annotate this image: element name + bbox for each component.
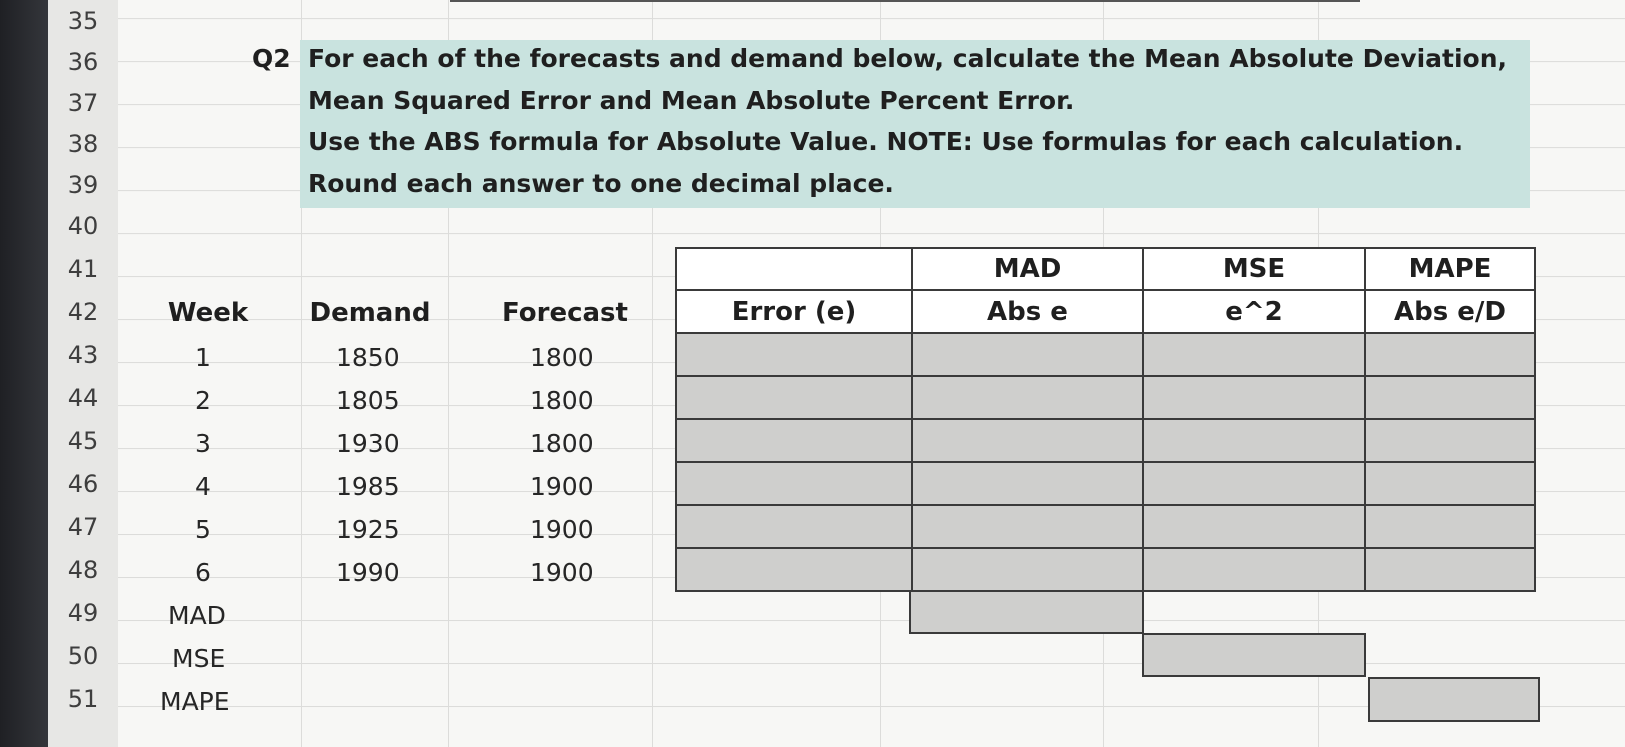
answer-cell-abs-e[interactable] bbox=[911, 504, 1144, 549]
monitor-bezel bbox=[0, 0, 48, 747]
answer-cell-abs-e[interactable] bbox=[911, 547, 1144, 592]
forecast-cell[interactable]: 1900 bbox=[530, 558, 594, 587]
demand-cell[interactable]: 1985 bbox=[336, 472, 400, 501]
row-header-44[interactable]: 44 bbox=[67, 384, 99, 412]
row-header-46[interactable]: 46 bbox=[67, 470, 99, 498]
row-header-48[interactable]: 48 bbox=[67, 556, 99, 584]
demand-cell[interactable]: 1850 bbox=[336, 343, 400, 372]
week-cell[interactable]: 1 bbox=[195, 343, 211, 372]
week-cell[interactable]: 3 bbox=[195, 429, 211, 458]
demand-cell[interactable]: 1930 bbox=[336, 429, 400, 458]
top-border-line bbox=[450, 0, 1360, 2]
question-line-2: Mean Squared Error and Mean Absolute Percent Error. bbox=[308, 86, 1075, 115]
answer-cell-error[interactable] bbox=[675, 547, 913, 592]
answer-cell-mse[interactable] bbox=[1142, 633, 1366, 677]
forecast-cell[interactable]: 1900 bbox=[530, 472, 594, 501]
row-header-40[interactable]: 40 bbox=[67, 212, 99, 240]
answer-cell-error[interactable] bbox=[675, 375, 913, 420]
header-error[interactable]: Error (e) bbox=[675, 289, 913, 334]
summary-label-mse: MSE bbox=[172, 644, 226, 673]
forecast-cell[interactable]: 1800 bbox=[530, 429, 594, 458]
answer-cell-abs-e-over-d[interactable] bbox=[1364, 418, 1536, 463]
answer-cell-abs-e[interactable] bbox=[911, 418, 1144, 463]
header-error-top-cell[interactable] bbox=[675, 247, 913, 291]
question-label: Q2 bbox=[252, 44, 291, 73]
answer-cell-e-squared[interactable] bbox=[1142, 461, 1366, 506]
answer-cell-abs-e[interactable] bbox=[911, 332, 1144, 377]
forecast-cell[interactable]: 1900 bbox=[530, 515, 594, 544]
header-e-squared[interactable]: e^2 bbox=[1142, 289, 1366, 334]
row-header-41[interactable]: 41 bbox=[67, 255, 99, 283]
row-header-38[interactable]: 38 bbox=[67, 130, 99, 158]
answer-cell-abs-e[interactable] bbox=[911, 461, 1144, 506]
answer-cell-error[interactable] bbox=[675, 418, 913, 463]
row-header-43[interactable]: 43 bbox=[67, 341, 99, 369]
row-header-42[interactable]: 42 bbox=[67, 298, 99, 326]
row-header-50[interactable]: 50 bbox=[67, 642, 99, 670]
answer-cell-e-squared[interactable] bbox=[1142, 332, 1366, 377]
answer-cell-e-squared[interactable] bbox=[1142, 375, 1366, 420]
row-header-51[interactable]: 51 bbox=[67, 685, 99, 713]
answer-cell-abs-e-over-d[interactable] bbox=[1364, 547, 1536, 592]
row-header-36[interactable]: 36 bbox=[67, 48, 99, 76]
header-week: Week bbox=[167, 298, 249, 328]
week-cell[interactable]: 5 bbox=[195, 515, 211, 544]
answer-cell-error[interactable] bbox=[675, 332, 913, 377]
row-header-35[interactable]: 35 bbox=[67, 7, 99, 35]
answer-cell-mape[interactable] bbox=[1368, 677, 1540, 722]
answer-cell-e-squared[interactable] bbox=[1142, 418, 1366, 463]
question-line-4: Round each answer to one decimal place. bbox=[308, 169, 894, 198]
forecast-cell[interactable]: 1800 bbox=[530, 343, 594, 372]
demand-cell[interactable]: 1805 bbox=[336, 386, 400, 415]
demand-cell[interactable]: 1990 bbox=[336, 558, 400, 587]
row-header-39[interactable]: 39 bbox=[67, 171, 99, 199]
answer-cell-e-squared[interactable] bbox=[1142, 547, 1366, 592]
header-forecast: Forecast bbox=[502, 298, 628, 328]
row-header-37[interactable]: 37 bbox=[67, 89, 99, 117]
week-cell[interactable]: 6 bbox=[195, 558, 211, 587]
answer-cell-mad[interactable] bbox=[909, 590, 1144, 634]
header-abs-e-over-d[interactable]: Abs e/D bbox=[1364, 289, 1536, 334]
header-mad[interactable]: MAD bbox=[911, 247, 1144, 291]
header-abs-e[interactable]: Abs e bbox=[911, 289, 1144, 334]
answer-cell-e-squared[interactable] bbox=[1142, 504, 1366, 549]
question-line-1: For each of the forecasts and demand below, calculate the Mean Absolute Deviation, bbox=[308, 44, 1507, 73]
header-mse[interactable]: MSE bbox=[1142, 247, 1366, 291]
row-header-45[interactable]: 45 bbox=[67, 427, 99, 455]
answer-cell-abs-e-over-d[interactable] bbox=[1364, 504, 1536, 549]
summary-label-mape: MAPE bbox=[160, 687, 230, 716]
answer-cell-error[interactable] bbox=[675, 461, 913, 506]
row-header-47[interactable]: 47 bbox=[67, 513, 99, 541]
answer-cell-error[interactable] bbox=[675, 504, 913, 549]
header-demand: Demand bbox=[309, 298, 431, 328]
forecast-cell[interactable]: 1800 bbox=[530, 386, 594, 415]
answer-cell-abs-e[interactable] bbox=[911, 375, 1144, 420]
question-line-3: Use the ABS formula for Absolute Value. NOTE: Use formulas for each calculation. bbox=[308, 127, 1464, 156]
summary-label-mad: MAD bbox=[168, 601, 226, 630]
week-cell[interactable]: 4 bbox=[195, 472, 211, 501]
week-cell[interactable]: 2 bbox=[195, 386, 211, 415]
header-mape[interactable]: MAPE bbox=[1364, 247, 1536, 291]
answer-cell-abs-e-over-d[interactable] bbox=[1364, 332, 1536, 377]
answer-cell-abs-e-over-d[interactable] bbox=[1364, 461, 1536, 506]
answer-cell-abs-e-over-d[interactable] bbox=[1364, 375, 1536, 420]
row-header-49[interactable]: 49 bbox=[67, 599, 99, 627]
demand-cell[interactable]: 1925 bbox=[336, 515, 400, 544]
